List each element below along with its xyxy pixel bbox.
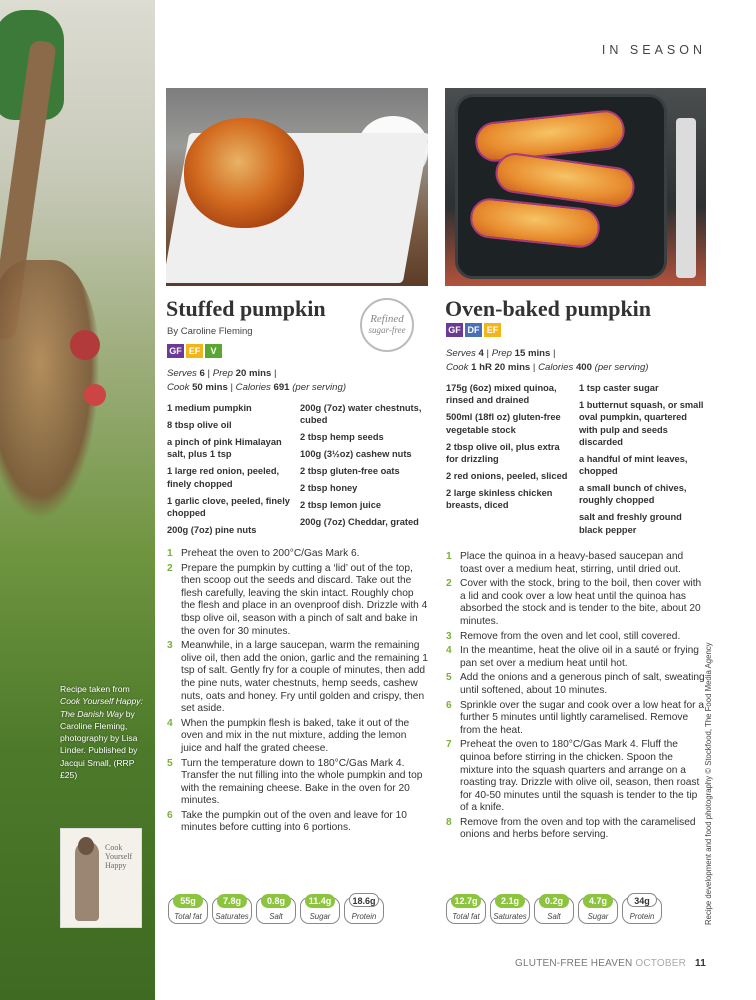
diet-badges [446, 323, 501, 337]
nutrition-salt: 0.8g Salt [256, 897, 296, 924]
nutrition-panel [168, 897, 384, 924]
page-footer [515, 958, 706, 969]
recipe-meta: Serves 6 | Prep 20 mins | Cook 50 mins | Calories 691 (per serving) [167, 368, 347, 393]
gluten-free-badge: GF [167, 344, 184, 358]
ingredient: salt and freshly ground black pepper [579, 512, 682, 535]
method-step: 5 Turn the temperature down to 180°C/Gas Mark 4. Transfer the nut filling into the whole pumpkin and top with the remaining cheese. Bake in the oven for 20 minutes. [167, 757, 423, 807]
egg-free-badge: EF [186, 344, 203, 358]
ingredient: 2 large skinless chicken breasts, diced [446, 487, 553, 511]
nutrition-sugar: 4.7g Sugar [578, 897, 618, 924]
nutrition-salt: 0.2g Salt [534, 897, 574, 924]
recipe-title-stuffed-pumpkin: Stuffed pumpkin [166, 296, 326, 321]
ingredient: 1 tsp caster sugar [579, 383, 659, 393]
method-step: 2 Cover with the stock, bring to the boil, then cover with a lid and cook over a low heat until the quinoa has absorbed the stock and is tender to the bite, about 20 minutes. [446, 578, 702, 627]
diet-badges [167, 344, 222, 358]
caption-credits: by Caroline Fleming, photography by Lisa Linder. Published by Jacqui Small, (RRP £25) [60, 708, 138, 781]
method-step: 4 When the pumpkin flesh is baked, take it out of the oven and mix in the nut mixture, adding the lemon juice and half the grated cheese. [167, 717, 410, 754]
method-step: 5 Add the onions and a generous pinch of salt, sweating until softened, about 10 minutes. [446, 672, 705, 696]
recipe-title-oven-baked-pumpkin: Oven-baked pumpkin [445, 296, 652, 321]
basket-shape [0, 260, 100, 520]
caption-intro: Recipe taken from [60, 684, 130, 694]
book-cover [60, 828, 142, 928]
flowers-shape [70, 330, 100, 360]
ingredient: 1 butternut squash, or small oval pumpkin, quartered with pulp and seeds discarded [579, 399, 704, 447]
ingredient: 100g (3½oz) cashew nuts [300, 449, 412, 460]
method-step: 3 Remove from the oven and let cool, still covered. [446, 630, 681, 642]
nutrition-protein: 18.6g Protein [344, 897, 384, 924]
method-steps [446, 551, 706, 844]
egg-free-badge: EF [484, 323, 501, 337]
refined-sugar-free-stamp [360, 298, 414, 352]
method-step: 8 Remove from the oven and top with the caramelised onions and herbs before serving. [446, 816, 696, 841]
nutrition-protein: 34g Protein [622, 897, 662, 924]
nutrition-saturates: 2.1g Saturates [490, 897, 530, 924]
method-step: 4 In the meantime, heat the olive oil in a sauté or frying pan set over a medium heat until hot. [446, 645, 699, 669]
ingredient: 1 medium pumpkin [167, 403, 252, 413]
method-steps [167, 548, 429, 837]
ingredient: 2 tbsp honey [300, 483, 358, 494]
nutrition-saturates: 7.8g Saturates [212, 897, 252, 924]
method-step: 2 Prepare the pumpkin by cutting a ‘lid’ out of the top, then scoop out the seeds and discard. Take out the flesh carefully, leaving the skin intact. Roughly chop the flesh and place in an ovenproof dish. Drizzle with 4 tbsp olive oil, season with a pinch of salt and bake in the oven for 30 minutes. [167, 562, 428, 637]
book-caption [60, 683, 150, 781]
book-cover-title: Cook Yourself Happy [105, 843, 133, 870]
fork-shape [676, 118, 696, 278]
ingredient: 8 tbsp olive oil [167, 419, 232, 430]
vegetarian-badge: V [205, 344, 222, 358]
stamp-line2: sugar-free [368, 325, 406, 335]
nutrition-panel [446, 897, 662, 924]
ingredients-column-1 [446, 382, 572, 516]
ingredients-column-2 [300, 402, 430, 533]
ingredient: 1 garlic clove, peeled, finely chopped [167, 495, 290, 518]
ingredient: a small bunch of chives, roughly chopped [579, 483, 687, 506]
ingredient: 1 large red onion, peeled, finely chopped [167, 466, 280, 489]
ingredients-column-1 [167, 402, 293, 541]
nutrition-sugar: 11.4g Sugar [300, 897, 340, 924]
ingredient: 2 tbsp gluten-free oats [300, 466, 400, 477]
pumpkin-shape [184, 118, 304, 228]
ingredient: 2 tbsp lemon juice [300, 500, 382, 511]
ingredient: 200g (7oz) water chestnuts, cubed [300, 403, 422, 426]
caption-book-title: Cook Yourself Happy: The Danish Way [60, 696, 143, 719]
method-step: 7 Preheat the oven to 180°C/Gas Mark 4. Fluff the quinoa before stirring in the chicken. Spoon the mixture into the squash quarters and arrange on a roasting tray. Drizzle with olive oil, season, then roast for 40-50 minutes until the squash is tender to the tip of a knife. [446, 739, 700, 814]
ingredient: 200g (7oz) Cheddar, grated [300, 517, 419, 528]
oven-baked-pumpkin-photo [445, 88, 706, 286]
ingredient: 500ml (18fl oz) gluten-free vegetable stock [446, 412, 561, 435]
method-step: 6 Sprinkle over the sugar and cook over a low heat for a further 5 minutes until lightly caramelised. Remove from the heat. [446, 699, 705, 736]
method-step: 1 Preheat the oven to 200°C/Gas Mark 6. [167, 548, 360, 559]
method-step: 6 Take the pumpkin out of the oven and leave for 10 minutes before cutting into 6 portions. [167, 809, 407, 834]
recipe-meta: Serves 4 | Prep 15 mins | Cook 1 hR 20 mins | Calories 400 (per serving) [446, 348, 649, 373]
page-number: 11 [695, 958, 706, 969]
stamp-line1: Refined [370, 313, 404, 325]
ingredient: 2 tbsp hemp seeds [300, 432, 384, 443]
ingredient: a handful of mint leaves, chopped [579, 453, 688, 477]
ingredient: 2 tbsp olive oil, plus extra for drizzling [446, 441, 560, 464]
ingredient: 2 red onions, peeled, sliced [446, 470, 568, 481]
nutrition-total-fat: 55g Total fat [168, 897, 208, 924]
section-label: IN SEASON [601, 43, 706, 57]
gluten-free-badge: GF [446, 323, 463, 337]
stuffed-pumpkin-photo [166, 88, 428, 286]
nutrition-total-fat: 12.7g Total fat [446, 897, 486, 924]
photo-credit: Recipe development and food photography © Stockfood, The Food Media Agency [704, 642, 713, 925]
method-step: 3 Meanwhile, in a large saucepan, warm the remaining olive oil, then add the onion, garlic and the remaining 1 tsp of salt. Gently fry for a couple of minutes, then add the pine nuts, water chestnuts, hemp seeds, cashew nuts, oats and honey. Fry until golden and crispy, then set aside. [167, 640, 428, 715]
dairy-free-badge: DF [465, 323, 482, 337]
ingredient: 200g (7oz) pine nuts [167, 524, 257, 535]
recipe-byline: By Caroline Fleming [167, 326, 253, 337]
book-cover-head [78, 837, 94, 855]
ingredient: 175g (6oz) mixed quinoa, rinsed and drained [446, 383, 557, 406]
issue-month: OCTOBER [635, 958, 687, 969]
ingredient: a pinch of pink Himalayan salt, plus 1 tsp [167, 436, 282, 460]
method-step: 1 Place the quinoa in a heavy-based saucepan and toast over a medium heat, stirring, until dried out. [446, 551, 684, 575]
ingredients-column-2 [579, 382, 705, 541]
magazine-name: GLUTEN-FREE HEAVEN [515, 958, 633, 969]
